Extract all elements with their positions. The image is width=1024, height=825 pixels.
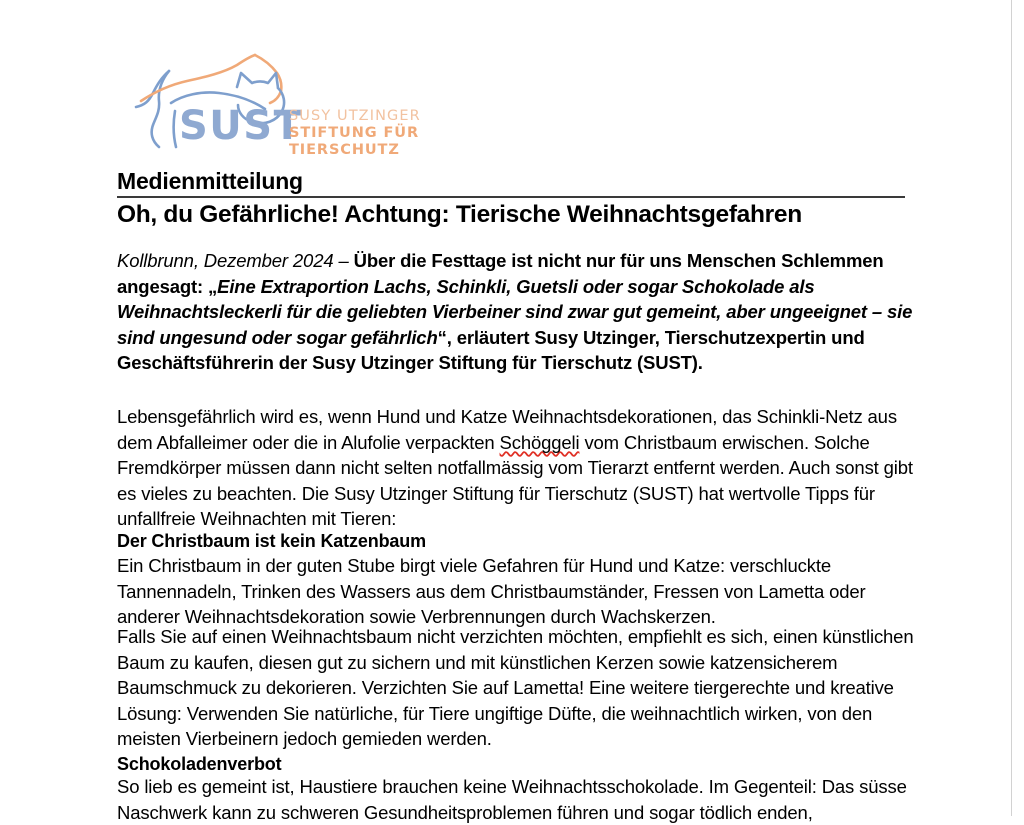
logo-wordmark: SUST — [179, 103, 303, 149]
document-kicker: Medienmitteilung — [117, 168, 303, 194]
page-title: Oh, du Gefährliche! Achtung: Tierische Weihnachtsgefahren — [117, 201, 802, 228]
intro-text-part2: vom Christbaum erwischen. Solche Fremdkörper müssen dann nicht selten notfallmässig vom Tierarzt entfernt werden. Auch sonst gibt es vieles zu beachten. Die Susy Utzinger Stiftung für Tierschutz (SUST) hat wertvolle Tipps für unfallfreie Weihnachten mit Tieren: — [117, 431, 913, 530]
header-divider — [117, 196, 905, 198]
lead-bold-tail: , erläutert Susy Utzinger, Tierschutzexpertin und Geschäftsführerin der Susy Utzinger Stiftung für Tierschutz (SUST). — [117, 326, 865, 374]
dateline: Kollbrunn, Dezember 2024 – — [117, 250, 354, 271]
logo-tagline-line1: SUSY UTZINGER — [289, 108, 421, 124]
logo-tagline — [289, 108, 511, 159]
lead-paragraph — [117, 248, 917, 376]
intro-paragraph — [117, 404, 917, 532]
logo-tagline-line2: STIFTUNG FÜR TIERSCHUTZ — [289, 125, 420, 158]
section-heading-schokoladenverbot: Schokoladenverbot — [117, 754, 282, 774]
spellcheck-flagged-word: Schöggeli — [499, 431, 580, 453]
section-body-christbaum-1: Ein Christbaum in der guten Stube birgt viele Gefahren für Hund und Katze: verschluckte Tannennadeln, Trinken des Wassers aus dem Christbaumständer, Fressen von Lametta oder anderer Weihnachtsdekoration sowie Verbrennungen durch Wachskerzen. — [117, 555, 866, 628]
section-heading-christbaum: Der Christbaum ist kein Katzenbaum — [117, 531, 426, 551]
lead-quote-close: “ — [437, 326, 447, 348]
section-body-schokoladenverbot-1: So lieb es gemeint ist, Haustiere brauchen keine Weihnachtsschokolade. Im Gegenteil: Das süsse Naschwerk kann zu schweren Gesundheitsproblemen führen und sogar tödlich enden, — [117, 776, 907, 823]
lead-bold-intro: Über die Festtage ist nicht nur für uns Menschen Schlemmen angesagt: „ — [117, 250, 884, 297]
lead-quote: Eine Extraportion Lachs, Schinkli, Guetsli oder sogar Schokolade als Weihnachtsleckerli für die geliebten Vierbeiner sind zwar gut gemeint, aber ungeeignet – sie sind ungesund oder sogar gefährlich — [117, 275, 913, 348]
section-body-christbaum-2: Falls Sie auf einen Weihnachtsbaum nicht verzichten möchten, empfiehlt es sich, einen künstlichen Baum zu kaufen, diesen gut zu sichern und mit künstlichen Kerzen sowie katzensicherem Baumschmuck zu dekorieren. Verzichten Sie auf Lametta! Eine weitere tiergerechte und kreative Lösung: Verwenden Sie natürliche, für Tiere ungiftige Düfte, die weihnachtlich wirken, von den meisten Vierbeinern jedoch gemieden werden. — [117, 626, 914, 750]
sust-logo — [131, 51, 511, 158]
intro-text-part1: Lebensgefährlich wird es, wenn Hund und Katze Weihnachtsdekorationen, das Schinkli-Netz aus dem Abfalleimer oder die in Alufolie verpackten — [117, 406, 897, 453]
